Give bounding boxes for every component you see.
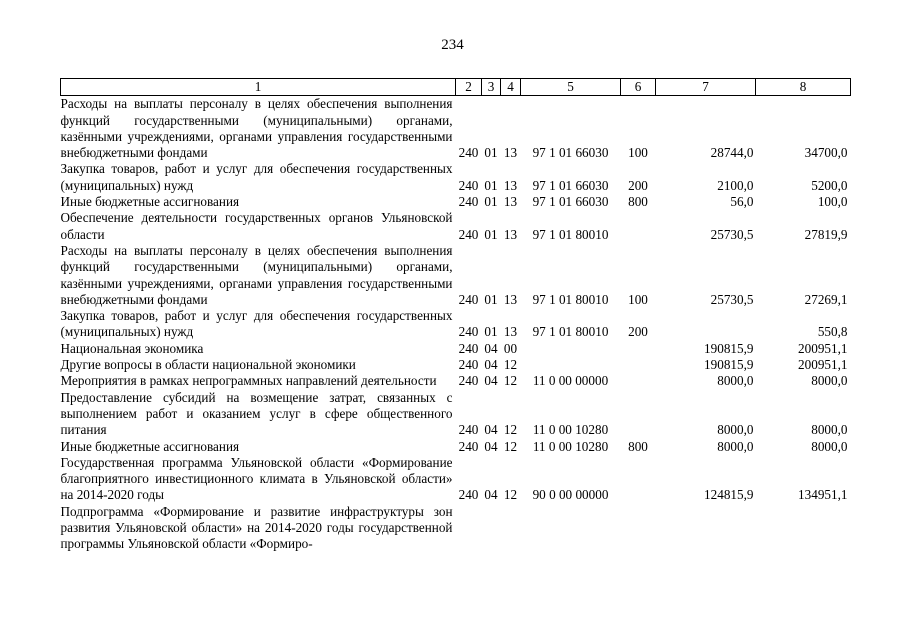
subsection-code xyxy=(501,504,521,553)
ministry-code: 240 xyxy=(458,438,479,454)
amount-col7: 56,0 xyxy=(730,194,754,210)
section-code: 04 xyxy=(484,438,498,454)
amount-col8: 200951,1 xyxy=(798,340,848,356)
row-description: Предоставление субсидий на возмещение затрат, связанных с выполнением работ и оказанием услуг в сфере общественного питания xyxy=(60,389,453,438)
subsection-code: 13 xyxy=(503,177,518,193)
ministry-code: 240 xyxy=(458,291,479,307)
target-article-code: 90 0 00 00000 xyxy=(532,487,609,503)
amount-col8: 8000,0 xyxy=(811,422,848,438)
table-body xyxy=(61,96,851,553)
section-code: 01 xyxy=(484,226,498,242)
target-article-code: 97 1 01 66030 xyxy=(532,177,609,193)
expense-type-code: 100 xyxy=(628,291,648,307)
ministry-code: 240 xyxy=(458,422,479,438)
subsection-code: 00 xyxy=(503,340,518,356)
amount-col8: 550,8 xyxy=(817,324,848,340)
subsection-code: 12 xyxy=(503,487,518,503)
target-article-code: 97 1 01 66030 xyxy=(532,145,609,161)
budget-table xyxy=(60,78,851,553)
section-code: 01 xyxy=(484,177,498,193)
table-row xyxy=(61,194,851,210)
amount-col8: 100,0 xyxy=(817,194,848,210)
subsection-code: 12 xyxy=(503,373,518,389)
target-article-code: 97 1 01 66030 xyxy=(532,194,609,210)
amount-col8: 8000,0 xyxy=(811,373,848,389)
target-article-code: 97 1 01 80010 xyxy=(532,324,609,340)
target-article-code: 11 0 00 00000 xyxy=(532,373,609,389)
column-header: 7 xyxy=(656,79,756,96)
amount-col7: 25730,5 xyxy=(710,291,754,307)
table-row xyxy=(61,161,851,194)
ministry-code: 240 xyxy=(458,324,479,340)
expense-type-code: 800 xyxy=(628,438,648,454)
subsection-code: 12 xyxy=(503,438,518,454)
section-code: 04 xyxy=(484,340,498,356)
expense-type-code: 200 xyxy=(628,177,648,193)
section-code: 01 xyxy=(484,145,498,161)
expense-type-code xyxy=(621,390,656,439)
row-description: Расходы на выплаты персоналу в целях обеспечения выполнения функций государственными (муниципальными) органами, казёнными учреждениями, органами управления государственными внебюджетными фондами xyxy=(60,242,453,307)
ministry-code xyxy=(456,504,482,553)
subsection-code: 13 xyxy=(503,291,518,307)
ministry-code: 240 xyxy=(458,373,479,389)
row-description: Иные бюджетные ассигнования xyxy=(60,194,240,210)
column-header: 4 xyxy=(501,79,521,96)
table-row xyxy=(61,373,851,389)
row-description: Мероприятия в рамках непрограммных направлений деятельности xyxy=(60,373,437,389)
row-description: Закупка товаров, работ и услуг для обеспечения государственных (муниципальных) нужд xyxy=(60,308,453,340)
row-description: Иные бюджетные ассигнования xyxy=(60,438,240,454)
ministry-code: 240 xyxy=(458,145,479,161)
amount-col7: 25730,5 xyxy=(710,226,754,242)
section-code: 01 xyxy=(484,291,498,307)
column-header: 6 xyxy=(621,79,656,96)
expense-type-code: 100 xyxy=(628,145,648,161)
ministry-code: 240 xyxy=(458,340,479,356)
row-description: Государственная программа Ульяновской области «Формирование благоприятного инвестиционного климата в Ульяновской области» на 2014-2020 годы xyxy=(60,454,453,503)
table-row xyxy=(61,504,851,553)
ministry-code: 240 xyxy=(458,226,479,242)
expense-type-code: 800 xyxy=(628,194,648,210)
table-row xyxy=(61,357,851,373)
subsection-code: 13 xyxy=(503,226,518,242)
table-row xyxy=(61,96,851,162)
amount-col7: 2100,0 xyxy=(717,177,754,193)
amount-col8: 5200,0 xyxy=(811,177,848,193)
expense-type-code: 200 xyxy=(628,324,648,340)
amount-col7: 190815,9 xyxy=(704,340,754,356)
target-article-code: 97 1 01 80010 xyxy=(532,291,609,307)
row-description: Другие вопросы в области национальной экономики xyxy=(60,357,356,373)
amount-col8 xyxy=(756,504,851,553)
amount-col7: 190815,9 xyxy=(704,357,754,373)
amount-col8: 134951,1 xyxy=(798,487,848,503)
table-row xyxy=(61,439,851,455)
section-code xyxy=(482,504,501,553)
table-row xyxy=(61,455,851,504)
column-header: 8 xyxy=(756,79,851,96)
table-row xyxy=(61,210,851,243)
section-code: 04 xyxy=(484,373,498,389)
subsection-code: 13 xyxy=(503,145,518,161)
table-header-row xyxy=(61,79,851,96)
target-article-code xyxy=(521,504,621,553)
amount-col8: 200951,1 xyxy=(798,357,848,373)
ministry-code: 240 xyxy=(458,357,479,373)
row-description: Расходы на выплаты персоналу в целях обеспечения выполнения функций государственными (муниципальными) органами, казёнными учреждениями, органами управления государственными внебюджетными фондами xyxy=(60,96,453,161)
row-description: Подпрограмма «Формирование и развитие инфраструктуры зон развития Ульяновской области» на 2014-2020 годы государственной программы Ульяновской области «Формиро- xyxy=(60,503,453,552)
ministry-code: 240 xyxy=(458,194,479,210)
table-row xyxy=(61,341,851,357)
column-header: 3 xyxy=(482,79,501,96)
section-code: 01 xyxy=(484,194,498,210)
column-header: 2 xyxy=(456,79,482,96)
expense-type-code xyxy=(621,341,656,357)
section-code: 04 xyxy=(484,487,498,503)
table-row xyxy=(61,390,851,439)
amount-col7: 8000,0 xyxy=(717,438,754,454)
amount-col8: 27269,1 xyxy=(804,291,848,307)
amount-col8: 34700,0 xyxy=(804,145,848,161)
target-article-code xyxy=(521,357,621,373)
subsection-code: 13 xyxy=(503,194,518,210)
ministry-code: 240 xyxy=(458,487,479,503)
target-article-code: 11 0 00 10280 xyxy=(532,422,609,438)
amount-col8: 27819,9 xyxy=(804,226,848,242)
row-description: Обеспечение деятельности государственных органов Ульяновской области xyxy=(60,210,453,242)
table-row xyxy=(61,308,851,341)
target-article-code: 97 1 01 80010 xyxy=(532,226,609,242)
row-description: Закупка товаров, работ и услуг для обеспечения государственных (муниципальных) нужд xyxy=(60,161,453,193)
amount-col7 xyxy=(656,308,756,341)
page-number: 234 xyxy=(441,37,464,53)
subsection-code: 12 xyxy=(503,422,518,438)
row-description: Национальная экономика xyxy=(60,340,204,356)
amount-col7 xyxy=(656,504,756,553)
expense-type-code xyxy=(621,210,656,243)
amount-col7: 8000,0 xyxy=(717,373,754,389)
expense-type-code xyxy=(621,455,656,504)
expense-type-code xyxy=(621,504,656,553)
target-article-code xyxy=(521,341,621,357)
subsection-code: 12 xyxy=(503,357,518,373)
amount-col7: 8000,0 xyxy=(717,422,754,438)
target-article-code: 11 0 00 10280 xyxy=(532,438,609,454)
amount-col8: 8000,0 xyxy=(811,438,848,454)
amount-col7: 124815,9 xyxy=(704,487,754,503)
section-code: 04 xyxy=(484,357,498,373)
section-code: 01 xyxy=(484,324,498,340)
column-header: 1 xyxy=(61,79,456,96)
ministry-code: 240 xyxy=(458,177,479,193)
section-code: 04 xyxy=(484,422,498,438)
expense-type-code xyxy=(621,357,656,373)
expense-type-code xyxy=(621,373,656,389)
table-row xyxy=(61,243,851,308)
subsection-code: 13 xyxy=(503,324,518,340)
amount-col7: 28744,0 xyxy=(710,145,754,161)
column-header: 5 xyxy=(521,79,621,96)
